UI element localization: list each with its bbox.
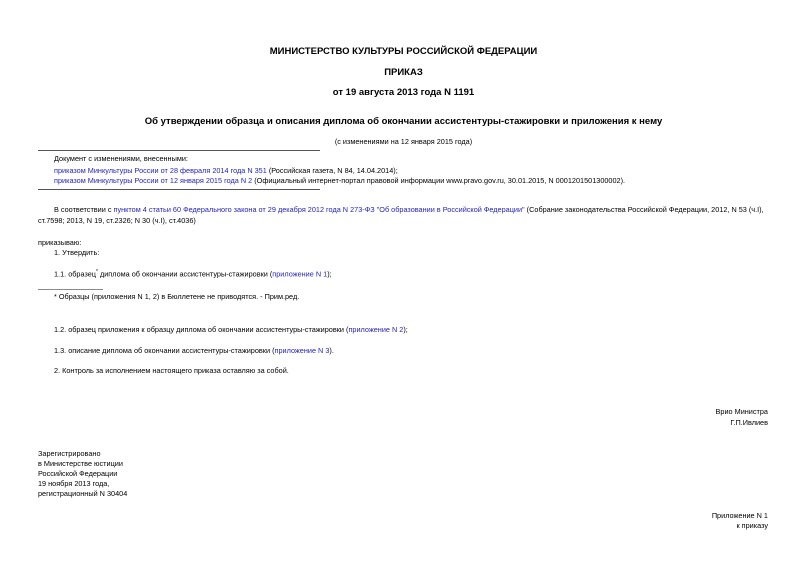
appendix-3-link[interactable]: приложение N 3 [274, 346, 330, 355]
changes-top-rule [38, 150, 320, 151]
change-source-1: (Российская газета, N 84, 14.04.2014); [266, 166, 398, 175]
paragraph-2: 2. Контроль за исполнением настоящего приказа оставляю за собой. [54, 366, 289, 375]
preamble-post: (Собрание законодательства Российской Федерации, 2012, N 53 (ч.I), [524, 205, 764, 214]
change-link-2[interactable]: приказом Минкультуры России от 12 января 2015 года N 2 [54, 176, 253, 185]
registration-line: в Министерстве юстиции [38, 459, 123, 468]
p13-pre: 1.3. описание диплома об окончании ассистентуры-стажировки ( [54, 346, 275, 355]
paragraph-1: 1. Утвердить: [54, 248, 100, 257]
preamble-line-1 [54, 205, 764, 214]
p11-mid: диплома об окончании ассистентуры-стажировки ( [97, 269, 273, 279]
ministry-heading: МИНИСТЕРСТВО КУЛЬТУРЫ РОССИЙСКОЙ ФЕДЕРАЦИИ [269, 46, 538, 57]
orders-word: приказываю: [38, 238, 82, 247]
p11-pre: 1.1. образец [54, 269, 96, 279]
changes-intro: Документ с изменениями, внесенными: [54, 154, 188, 163]
change-source-2: (Официальный интернет-портал правовой информации www.pravo.gov.ru, 30.01.2015, N 0001201501300002). [252, 176, 626, 185]
change-item [54, 166, 398, 175]
doc-type-heading: ПРИКАЗ [384, 67, 423, 78]
appendix-ref: к приказу [736, 521, 768, 530]
appendix-1-link[interactable]: приложение N 1 [272, 269, 328, 279]
appendix-2-link[interactable]: приложение N 2 [348, 325, 404, 334]
changes-bottom-rule [38, 189, 320, 190]
footnote-mark: * [95, 269, 98, 275]
revision-note: (с изменениями на 12 января 2015 года) [334, 137, 473, 146]
change-link-1[interactable]: приказом Минкультуры России от 28 февраля 2014 года N 351 [54, 166, 267, 175]
p11-post: ); [327, 269, 332, 279]
registration-line: Зарегистрировано [38, 449, 101, 458]
registration-line: Российской Федерации [38, 469, 118, 478]
paragraph-1-3 [54, 346, 334, 355]
paragraph-1-2 [54, 325, 408, 334]
signatory-position: Врио Министра [715, 407, 768, 416]
change-item [54, 176, 625, 185]
footnote-rule: ________________ [38, 281, 103, 290]
registration-line: регистрационный N 30404 [38, 489, 128, 498]
p13-post: ). [329, 346, 334, 355]
appendix-label: Приложение N 1 [711, 511, 768, 520]
law-link[interactable]: пунктом 4 статьи 60 Федерального закона от 29 декабря 2012 года N 273-ФЗ "Об образовании в Российской Федерации" [113, 205, 525, 214]
preamble-line-2: ст.7598; 2013, N 19, ст.2326; N 30 (ч.I), ст.4036) [38, 216, 196, 225]
preamble-pre: В соответствии с [54, 205, 114, 214]
footnote-text: * Образцы (приложения N 1, 2) в Бюллетене не приводятся. - Прим.ред. [54, 292, 300, 301]
p12-post: ); [403, 325, 408, 334]
page-title: Об утверждении образца и описания диплома об окончании ассистентуры-стажировки и приложения к нему [144, 116, 663, 127]
p12-pre: 1.2. образец приложения к образцу диплома об окончании ассистентуры-стажировки ( [54, 325, 349, 334]
signatory-name: Г.П.Ивлиев [730, 418, 768, 427]
order-date-number: от 19 августа 2013 года N 1191 [332, 87, 475, 98]
registration-line: 19 ноября 2013 года, [38, 479, 110, 488]
paragraph-1-1 [54, 268, 332, 278]
